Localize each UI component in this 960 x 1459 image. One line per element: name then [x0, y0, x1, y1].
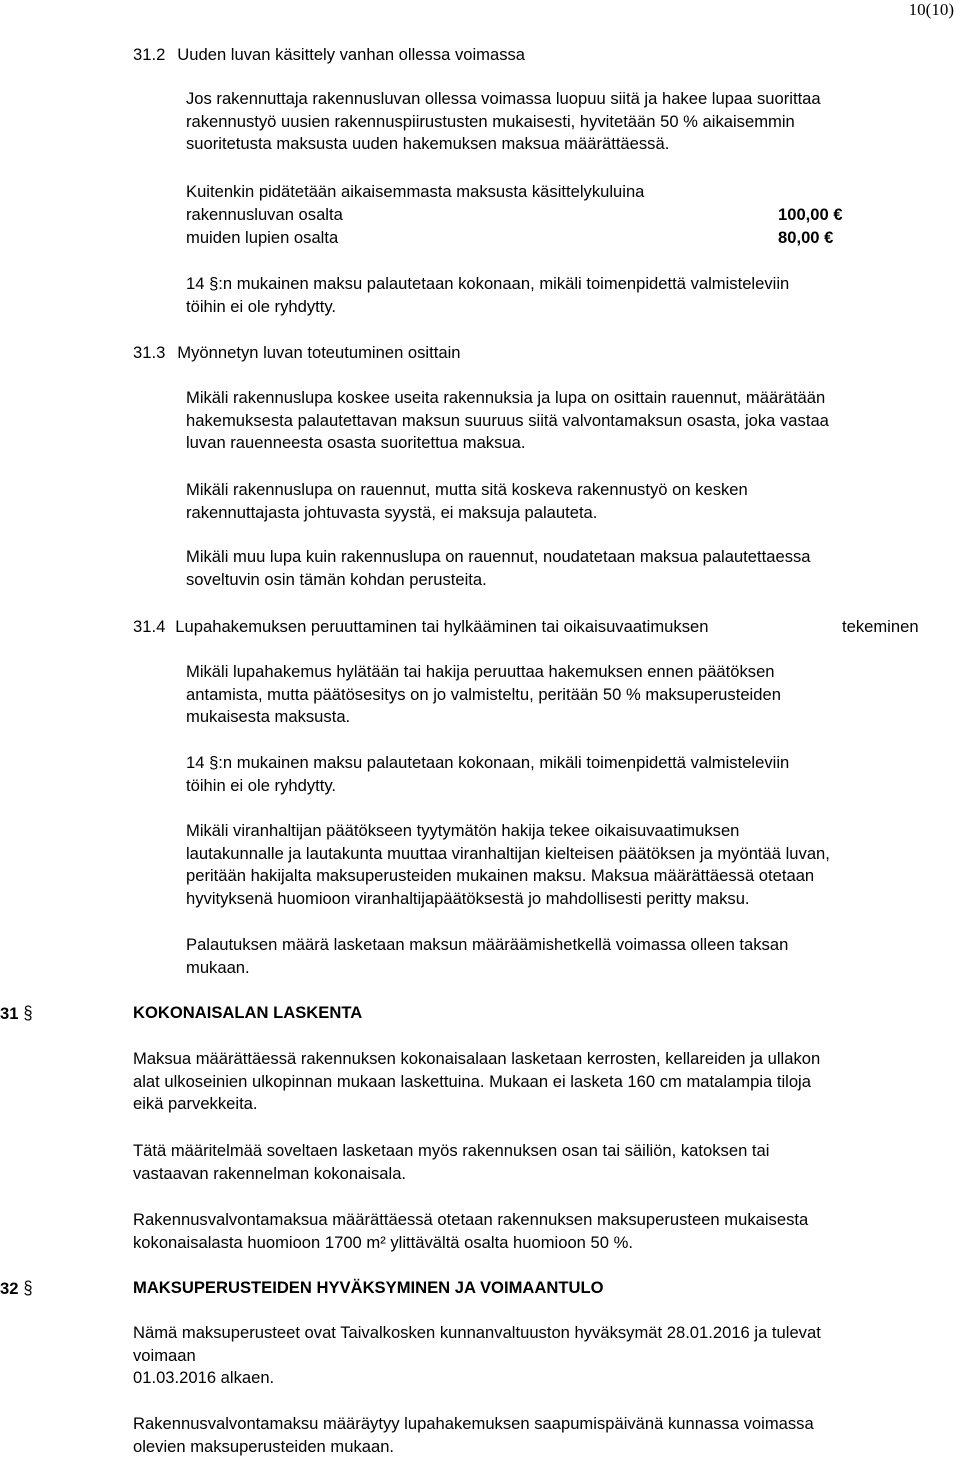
paragraph [186, 752, 789, 797]
text-line: Mikäli viranhaltijan päätökseen tyytymätön hakija tekee oikaisuvaatimuksen [186, 821, 740, 840]
section-number: 31 [0, 1004, 19, 1023]
text-line: Tätä määritelmää soveltaen lasketaan myös rakennuksen osan tai säiliön, katoksen tai [133, 1141, 770, 1160]
text-line: alat ulkoseinien ulkopinnan mukaan laskettuina. Mukaan ei lasketa 160 cm matalampia tiloja [133, 1071, 811, 1091]
section-heading-32 [0, 1277, 33, 1301]
fee-label: rakennusluvan osalta [186, 205, 343, 224]
text-line: hakemuksesta palautettavan maksun suuruus siitä valvontamaksun osasta, joka vastaa [186, 410, 829, 430]
text-line: vastaavan rakennelman kokonaisala. [133, 1163, 407, 1183]
text-line: eikä parvekkeita. [133, 1094, 258, 1114]
fee-amount [778, 204, 843, 227]
text-line: töihin ei ole ryhdytty. [186, 296, 337, 316]
retain-intro: Kuitenkin pidätetään aikaisemmasta maksusta käsittelykuluina [186, 182, 645, 201]
section-title: Uuden luvan käsittely vanhan ollessa voimassa [177, 45, 526, 64]
section-sign: § [23, 1003, 33, 1023]
section-heading-31-3 [133, 342, 461, 365]
section-heading-31-2 [133, 44, 525, 67]
text-line: antamista, mutta päätösesitys on jo valmisteltu, peritään 50 % maksuperusteiden [186, 684, 781, 704]
text-line: rakennustyö uusien rakennuspiirustusten mukaisesti, hyvitetään 50 % aikaisemmin [186, 111, 795, 131]
paragraph [186, 546, 811, 591]
text-line: Palautuksen määrä lasketaan maksun määräämishetkellä voimassa olleen taksan [186, 935, 789, 954]
text-line: Mikäli rakennuslupa on rauennut, mutta sitä koskeva rakennustyö on kesken [186, 480, 748, 499]
text-line: hyvityksenä huomioon viranhaltijapäätöksestä jo mahdollisesti peritty maksu. [186, 889, 750, 909]
fee-amount [778, 227, 833, 250]
section-title: Myönnetyn luvan toteutuminen osittain [177, 343, 461, 362]
text-line: Rakennusvalvontamaksu määräytyy lupahakemuksen saapumispäivänä kunnassa voimassa [133, 1414, 814, 1433]
text-line: voimaan [133, 1345, 196, 1365]
text-line: luvan rauenneesta osasta suoritettua maksua. [186, 433, 526, 453]
page-number: 10(10) [908, 0, 954, 19]
fee-value: 100,00 [778, 205, 829, 224]
text-line: Mikäli rakennuslupa koskee useita rakennuksia ja lupa on osittain rauennut, määrätään [186, 388, 826, 407]
section-heading-31 [0, 1002, 33, 1026]
text-line: kokonaisalasta huomioon 1700 m² ylittävältä osalta huomioon 50 %. [133, 1232, 633, 1252]
text-line: Rakennusvalvontamaksua määrättäessä otetaan rakennuksen maksuperusteen mukaisesta [133, 1210, 809, 1229]
text-line: 14 §:n mukainen maksu palautetaan kokonaan, mikäli toimenpidettä valmisteleviin [186, 753, 790, 772]
section-number: 31.2 [133, 45, 166, 64]
fee-label: muiden lupien osalta [186, 228, 339, 247]
section-heading-31-4 [133, 616, 708, 639]
text-line: Maksua määrättäessä rakennuksen kokonaisalaan lasketaan kerrosten, kellareiden ja ullakon [133, 1049, 821, 1068]
euro-sign: € [833, 205, 843, 224]
paragraph [186, 820, 830, 911]
section-title: KOKONAISALAN LASKENTA [133, 1003, 363, 1022]
text-line: Mikäli lupahakemus hylätään tai hakija peruuttaa hakemuksen ennen päätöksen [186, 662, 775, 681]
euro-sign: € [824, 228, 834, 247]
text-line: mukaisesta maksusta. [186, 707, 351, 727]
paragraph [133, 1413, 814, 1458]
paragraph [133, 1140, 769, 1185]
text-line: mukaan. [186, 957, 250, 977]
text-line: Nämä maksuperusteet ovat Taivalkosken kunnanvaltuuston hyväksymät 28.01.2016 ja tulevat [133, 1323, 821, 1342]
text-line: suoritetusta maksusta uuden hakemuksen maksua määrättäessä. [186, 134, 670, 154]
section-number: 31.4 [133, 617, 166, 636]
text-line: Mikäli muu lupa kuin rakennuslupa on rauennut, noudatetaan maksua palautettaessa [186, 547, 811, 566]
paragraph [133, 1322, 821, 1390]
fee-value: 80,00 [778, 228, 820, 247]
paragraph [133, 1209, 808, 1254]
section-number: 31.3 [133, 343, 166, 362]
text-line: peritään hakijalta maksuperusteiden mukainen maksu. Maksua määrättäessä otetaan [186, 866, 815, 886]
paragraph [186, 88, 821, 156]
section-sign: § [23, 1278, 33, 1298]
paragraph [186, 273, 789, 318]
text-line: 14 §:n mukainen maksu palautetaan kokonaan, mikäli toimenpidettä valmisteleviin [186, 274, 790, 293]
section-title: MAKSUPERUSTEIDEN HYVÄKSYMINEN JA VOIMAANTULO [133, 1278, 604, 1297]
text-line: Jos rakennuttaja rakennusluvan ollessa voimassa luopuu siitä ja hakee lupaa suorittaa [186, 89, 821, 108]
section-title-tail: tekeminen [842, 617, 919, 636]
text-line: töihin ei ole ryhdytty. [186, 775, 337, 795]
section-title: Lupahakemuksen peruuttaminen tai hylkääminen tai oikaisuvaatimuksen [175, 617, 709, 636]
paragraph [186, 479, 748, 524]
text-line: soveltuvin osin tämän kohdan perusteita. [186, 569, 487, 589]
section-number: 32 [0, 1279, 19, 1298]
text-line: lautakunnalle ja lautakunta muuttaa viranhaltijan kielteisen päätöksen ja myöntää luvan, [186, 843, 830, 863]
paragraph [186, 934, 788, 979]
text-line: 01.03.2016 alkaen. [133, 1368, 275, 1388]
paragraph [186, 661, 781, 729]
text-line: olevien maksuperusteiden mukaan. [133, 1436, 395, 1456]
paragraph [133, 1048, 820, 1116]
paragraph [186, 387, 829, 455]
text-line: rakennuttajasta johtuvasta syystä, ei maksuja palauteta. [186, 502, 598, 522]
